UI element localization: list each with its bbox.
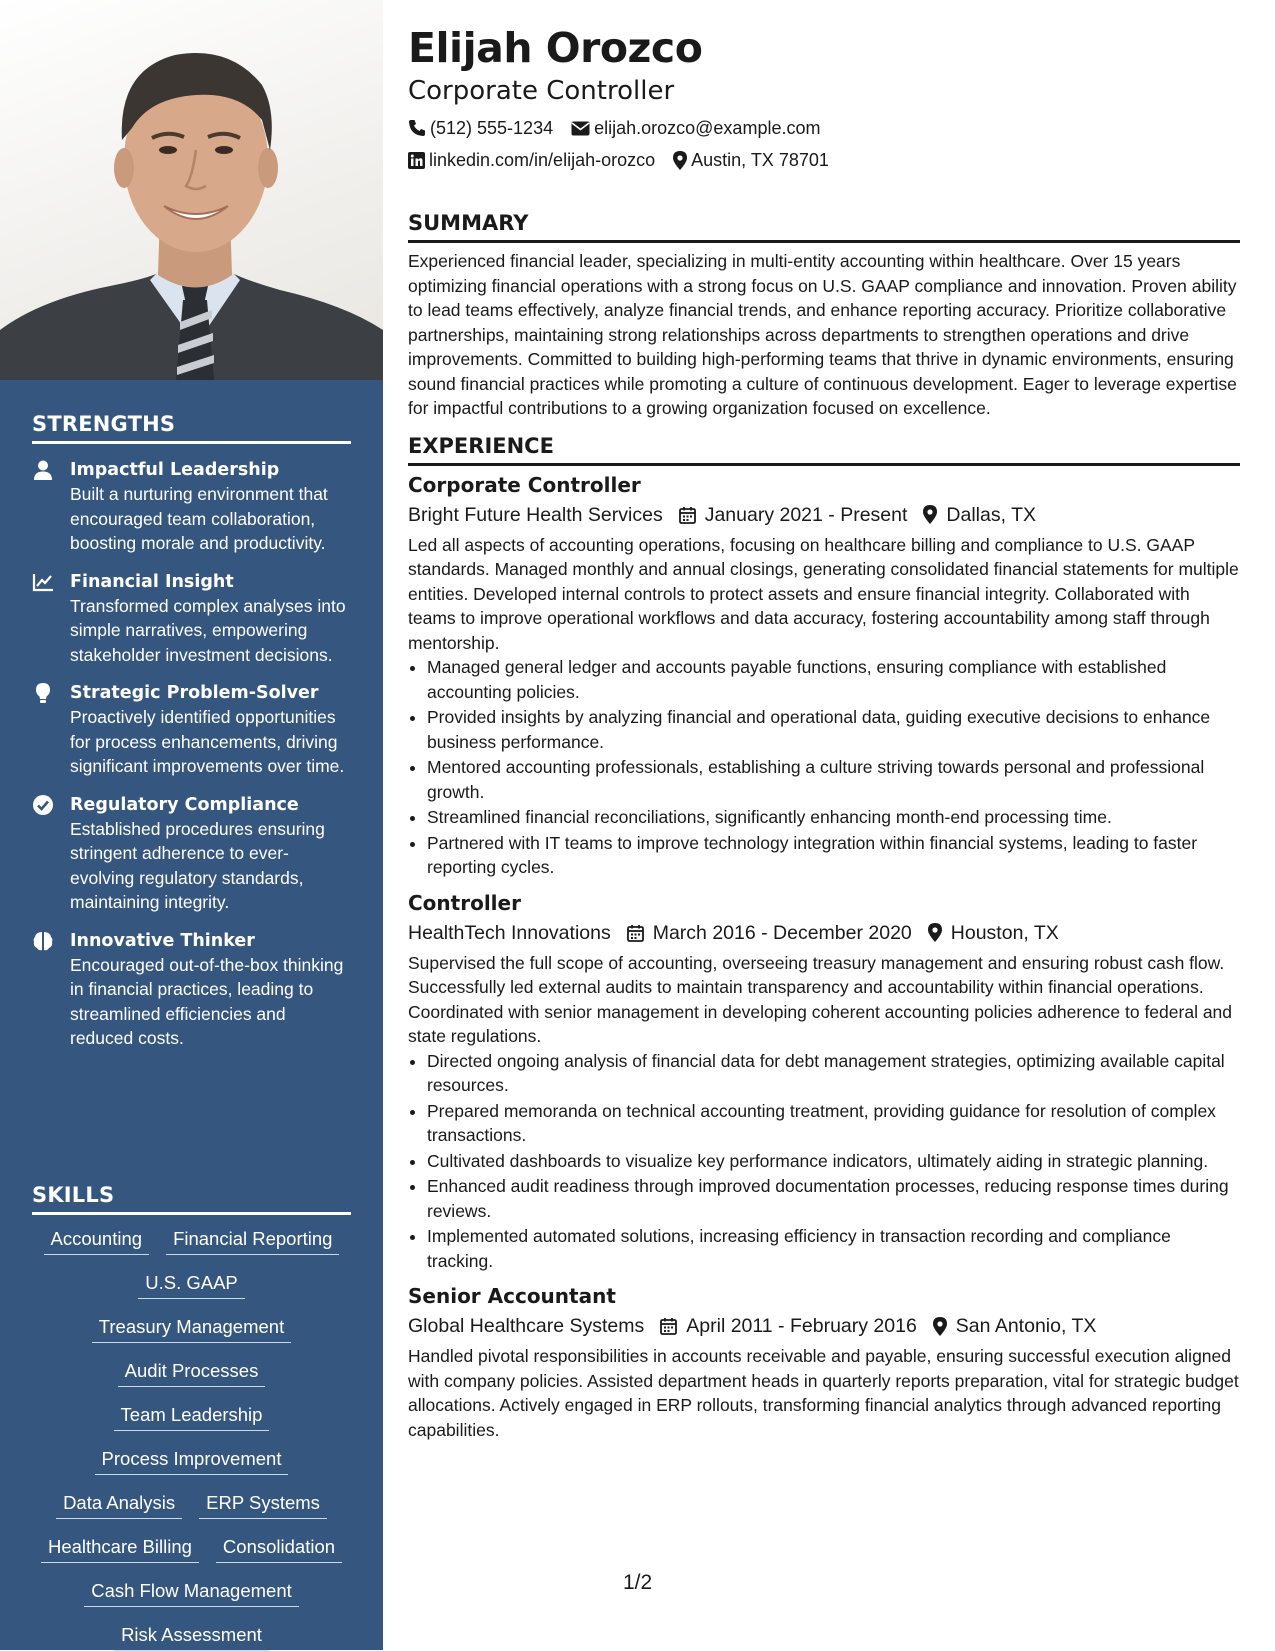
skill-tag: ERP Systems [199, 1491, 327, 1519]
strength-text: Proactively identified opportunities for process enhancements, driving significant improvements over time. [70, 707, 345, 776]
job-bullet: • Cultivated dashboards to visualize key performance indicators, ultimately aiding in strategic planning. [427, 1149, 1240, 1174]
skill-tag: Risk Assessment [114, 1623, 269, 1651]
job-bullets [408, 655, 1240, 880]
strength-text: Transformed complex analyses into simple narratives, empowering stakeholder investment decisions. [70, 595, 346, 665]
job-meta [408, 501, 1240, 529]
summary-text: Experienced financial leader, specializing in multi-entity accounting within healthcare. Over 15 years optimizing financial operations with a strong focus on U.S. GAAP compliance and innovation. Proven ability to lead teams effectively, analyze financial trends, and enhance reporting accuracy. Prioritize collaborative partnerships, maintaining strong relationships across departments to strengthen operations and drive improvements. Committed to building high-performing teams that thrive in dynamic environments, ensuring sound financial practices while promoting a culture of continuous development. Eager to leverage expertise for impactful contributions to a growing organization focused on excellence. [408, 251, 1237, 418]
job-entry [408, 889, 1240, 1274]
skill-tag: Accounting [44, 1227, 150, 1255]
map-pin-icon [933, 1317, 947, 1336]
profile-photo [0, 0, 383, 380]
candidate-title: Corporate Controller [408, 76, 675, 106]
email-contact[interactable] [571, 116, 820, 140]
location-text: Austin, TX 78701 [691, 150, 829, 170]
job-meta [408, 919, 1240, 947]
map-pin-icon [923, 505, 937, 524]
strength-item [32, 570, 351, 668]
lightbulb-icon [32, 682, 54, 704]
check-circle-icon [32, 794, 54, 816]
experience-title: EXPERIENCE [408, 432, 1240, 466]
skill-tag: Treasury Management [92, 1315, 291, 1343]
phone-text: (512) 555-1234 [430, 118, 554, 138]
job-bullet: • Mentored accounting professionals, establishing a culture striving towards personal and professional growth. [427, 755, 1240, 804]
skills-title: SKILLS [32, 1183, 351, 1215]
job-bullet: • Managed general ledger and accounts payable functions, ensuring compliance with established accounting policies. [427, 655, 1240, 704]
map-pin-icon [928, 923, 942, 942]
job-company: Bright Future Health Services [408, 503, 663, 526]
job-description: Led all aspects of accounting operations, focusing on healthcare billing and compliance to U.S. GAAP standards. Managed monthly and annual closings, generating consolidated financial statements for multiple entities. Developed internal controls to protect assets and ensure financial integrity. Collaborated with teams to improve operational workflows and data accuracy, fostering accountability among staff through mentorship. [408, 534, 1239, 653]
strength-text: Established procedures ensuring stringent adherence to ever-evolving regulatory standards, maintaining integrity. [70, 818, 325, 912]
skill-tag: Process Improvement [95, 1447, 289, 1475]
job-description: Handled pivotal responsibilities in accounts receivable and payable, ensuring successful execution aligned with company policies. Assisted department heads in quarterly reports preparation, vital for strategic budget allocations. Actively engaged in ERP rollouts, transforming financial analytics through advanced reporting capabilities. [408, 1346, 1239, 1440]
skill-tag: Consolidation [216, 1535, 342, 1563]
brain-icon [32, 930, 54, 952]
strength-text: Built a nurturing environment that encouraged team collaboration, boosting morale and productivity. [70, 484, 328, 553]
envelope-icon [571, 121, 590, 136]
strength-title: Financial Insight [70, 571, 234, 592]
calendar-icon [679, 506, 696, 524]
job-bullet: • Directed ongoing analysis of financial data for debt management strategies, optimizing available capital resources. [427, 1049, 1240, 1098]
strength-text: Encouraged out-of-the-box thinking in financial practices, leading to streamlined efficiencies and reduced costs. [70, 954, 344, 1048]
strength-item [32, 929, 351, 1051]
phone-contact[interactable] [408, 116, 553, 140]
calendar-icon [627, 924, 644, 942]
job-title: Controller [408, 890, 521, 915]
strength-item [32, 793, 351, 915]
linkedin-icon [408, 152, 425, 169]
skill-tag: Cash Flow Management [84, 1579, 299, 1607]
strength-title: Impactful Leadership [70, 460, 280, 480]
strength-title: Strategic Problem-Solver [70, 683, 319, 703]
summary-title: SUMMARY [408, 209, 1240, 243]
linkedin-contact[interactable] [408, 148, 655, 172]
job-location: Houston, TX [950, 921, 1059, 944]
chart-line-icon [32, 571, 54, 593]
main-content [408, 22, 1240, 1442]
job-title: Senior Accountant [408, 1284, 616, 1308]
calendar-icon [660, 1317, 677, 1335]
email-text: elijah.orozco@example.com [594, 118, 821, 138]
strength-item [32, 458, 351, 556]
job-entry [408, 1282, 1240, 1442]
strengths-title: STRENGTHS [32, 412, 351, 444]
phone-icon [408, 119, 426, 137]
job-bullet: • Implemented automated solutions, increasing efficiency in transaction recording and compliance tracking. [427, 1224, 1240, 1273]
location-contact [673, 148, 829, 172]
job-meta [408, 1312, 1240, 1340]
job-location-wrap [933, 1312, 1097, 1340]
skill-tag: Healthcare Billing [41, 1535, 199, 1563]
job-dates: January 2021 - Present [704, 503, 908, 526]
job-bullet: • Prepared memoranda on technical accounting treatment, providing guidance for resolution of complex transactions. [427, 1099, 1240, 1148]
job-entry [408, 471, 1240, 880]
skill-tag: U.S. GAAP [138, 1271, 245, 1299]
skill-tag: Financial Reporting [166, 1227, 339, 1255]
candidate-name: Elijah Orozco [408, 24, 703, 72]
strength-item [32, 681, 351, 779]
strengths-section [32, 412, 351, 1051]
linkedin-text: linkedin.com/in/elijah-orozco [429, 150, 656, 170]
skills-section [32, 1183, 351, 1651]
job-dates-wrap [627, 919, 912, 947]
job-company: Global Healthcare Systems [408, 1315, 645, 1337]
job-dates: March 2016 - December 2020 [652, 921, 912, 944]
strength-title: Innovative Thinker [70, 930, 255, 951]
contact-row [408, 116, 1240, 140]
job-dates: April 2011 - February 2016 [686, 1315, 917, 1337]
job-location: Dallas, TX [946, 503, 1036, 526]
job-bullet: • Streamlined financial reconciliations, significantly enhancing month-end processing time. [427, 805, 1240, 830]
job-description: Supervised the full scope of accounting, overseeing treasury management and ensuring robust cash flow. Successfully led external audits to maintain transparency and accountability within financial operations. Coordinated with senior management in developing coherent accounting policies adherence to federal and state regulations. [408, 952, 1233, 1046]
strength-title: Regulatory Compliance [70, 794, 299, 815]
job-bullet: • Provided insights by analyzing financial and operational data, guiding executive decisions to enhance business performance. [427, 705, 1240, 754]
page-number: 1/2 [623, 1571, 653, 1594]
job-company: HealthTech Innovations [408, 921, 611, 944]
user-icon [32, 459, 54, 481]
skill-tag: Data Analysis [56, 1491, 182, 1519]
job-bullets [408, 1049, 1240, 1274]
sidebar [0, 0, 383, 1650]
job-dates-wrap [660, 1312, 917, 1340]
job-dates-wrap [679, 501, 908, 529]
map-pin-icon [673, 151, 687, 170]
contact-row [408, 148, 1240, 172]
skill-tag: Audit Processes [118, 1359, 266, 1387]
job-location: San Antonio, TX [955, 1315, 1097, 1337]
skill-tag: Team Leadership [114, 1403, 270, 1431]
job-bullet: • Enhanced audit readiness through improved documentation processes, reducing response times during reviews. [427, 1174, 1240, 1223]
job-location-wrap [923, 501, 1036, 529]
job-location-wrap [928, 919, 1059, 947]
job-bullet: • Partnered with IT teams to improve technology integration within financial systems, leading to faster reporting cycles. [427, 831, 1240, 880]
job-title: Corporate Controller [408, 472, 641, 497]
skills-list [32, 1227, 351, 1651]
